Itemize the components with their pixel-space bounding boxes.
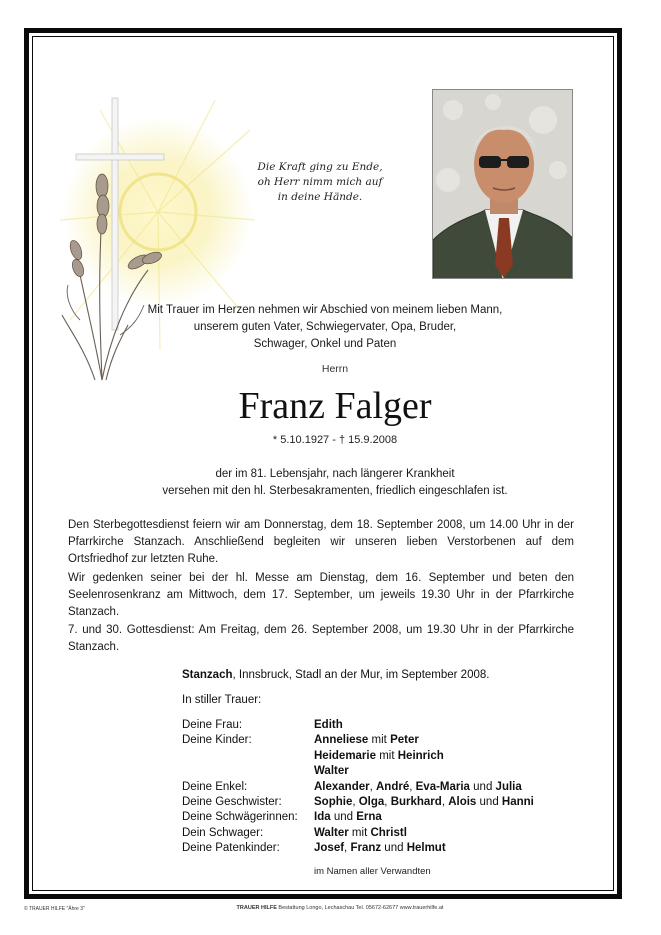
relative-label: Deine Frau:: [182, 719, 243, 731]
relative-connector: und: [469, 780, 496, 793]
mass-paragraph: Wir gedenken seiner bei der hl. Messe am Dienstag, dem 16. September und beten den Seelenrosenkranz am Mittwoch, dem 17. September, um jeweils 19.30 Uhr in der Pfarrkirche Stanzach.: [68, 572, 574, 618]
relative-label: Deine Kinder:: [182, 734, 252, 747]
relative-label: Deine Enkel:: [182, 780, 248, 793]
relative-names: [314, 841, 446, 856]
relative-connector: ,: [369, 780, 376, 793]
intro-line: Mit Trauer im Herzen nehmen wir Abschied von meinem lieben Mann,: [147, 304, 503, 316]
relative-row: [182, 841, 562, 856]
cause-text: [130, 466, 540, 500]
relative-name: Erna: [356, 811, 382, 824]
relative-label: Dein Schwager:: [182, 826, 264, 839]
relative-name: Eva-Maria: [415, 780, 470, 793]
company-details: Bestattung Longo, Lechaschau Tel. 05672-62677 www.trauerhilfe.at: [276, 905, 444, 911]
relative-name: Josef: [314, 842, 345, 855]
place-town: Stanzach: [182, 669, 233, 681]
intro-line: unserem guten Vater, Schwiegervater, Opa, Bruder,: [193, 321, 457, 333]
intro-line: Schwager, Onkel und Paten: [253, 338, 397, 350]
relative-name: Christl: [370, 826, 407, 839]
salutation: Herrn: [321, 363, 349, 375]
relatives-list: [182, 718, 562, 857]
relative-label: [182, 764, 314, 779]
relative-names: [314, 795, 534, 810]
relative-connector: mit: [348, 826, 371, 839]
relative-connector: und: [330, 811, 357, 824]
relative-name: Edith: [314, 719, 343, 731]
relative-name: Walter: [314, 826, 349, 839]
relative-row: [182, 810, 562, 825]
quote-line: Die Kraft ging zu Ende,: [257, 161, 383, 173]
quote-line: oh Herr nimm mich auf: [257, 176, 383, 188]
relative-connector: ,: [441, 795, 449, 808]
relative-name: André: [376, 780, 410, 793]
relative-connector: ,: [384, 795, 391, 808]
mourning-label: In stiller Trauer:: [182, 694, 262, 706]
relative-names: [314, 780, 522, 795]
relative-name: Peter: [390, 734, 419, 747]
relative-names: [314, 749, 444, 764]
cause-line: der im 81. Lebensjahr, nach längerer Krankheit: [215, 468, 455, 480]
life-dates: * 5.10.1927 - † 15.9.2008: [272, 434, 398, 446]
relative-name: Alois: [448, 795, 477, 808]
relative-name: Heidemarie: [314, 749, 377, 762]
portrait-photo: [432, 89, 573, 279]
relative-name: Alexander: [314, 780, 370, 793]
relative-row: [182, 780, 562, 795]
relative-name: Helmut: [406, 842, 446, 855]
relative-name: Olga: [358, 795, 385, 808]
intro-text: [110, 302, 540, 353]
relative-row: [182, 749, 562, 764]
relative-name: Walter: [314, 765, 349, 778]
cause-line: versehen mit den hl. Sterbesakramenten, friedlich eingeschlafen ist.: [162, 485, 508, 497]
relative-connector: mit: [368, 734, 391, 747]
quote: [240, 160, 400, 205]
place-rest: , Innsbruck, Stadl an der Mur, im September 2008.: [232, 669, 490, 681]
closing-line: im Namen aller Verwandten: [314, 866, 431, 877]
relative-names: [314, 718, 343, 733]
relative-label: Deine Geschwister:: [182, 795, 282, 808]
relative-names: [314, 810, 382, 825]
copyright-footer: © TRAUER HILFE "Ähre 3": [24, 906, 85, 912]
relative-row: [182, 733, 562, 748]
relative-names: [314, 733, 419, 748]
relative-connector: und: [476, 795, 502, 808]
portrait-image: [433, 90, 573, 279]
relative-label: [182, 749, 314, 764]
relative-names: [314, 826, 407, 841]
relative-row: [182, 718, 562, 733]
relative-name: Anneliese: [314, 734, 369, 747]
deceased-name: Franz Falger: [238, 385, 432, 427]
relative-name: Sophie: [314, 795, 353, 808]
relative-name: Hanni: [501, 795, 534, 808]
relative-name: Ida: [314, 811, 331, 824]
relative-name: Heinrich: [397, 749, 444, 762]
relative-names: [314, 764, 349, 779]
quote-line: in deine Hände.: [277, 191, 363, 203]
relative-name: Julia: [495, 780, 522, 793]
relative-label: Deine Patenkinder:: [182, 842, 280, 855]
relative-row: [182, 826, 562, 841]
relative-connector: ,: [352, 795, 359, 808]
relative-connector: mit: [376, 749, 398, 762]
relative-connector: ,: [409, 780, 416, 793]
company-name: TRAUER HILFE: [236, 905, 277, 911]
relative-connector: und: [381, 842, 407, 855]
company-footer: [210, 905, 470, 911]
services-paragraph: 7. und 30. Gottesdienst: Am Freitag, dem 26. September 2008, um 19.30 Uhr in der Pfarrkirche Stanzach.: [68, 624, 574, 653]
relative-name: Burkhard: [390, 795, 442, 808]
relative-connector: ,: [344, 842, 351, 855]
relative-label: Deine Schwägerinnen:: [182, 811, 298, 824]
funeral-paragraph: Den Sterbegottesdienst feiern wir am Donnerstag, dem 18. September 2008, um 14.00 Uhr in der Pfarrkirche Stanzach. Anschließend begleiten wir unseren lieben Verstorbenen auf dem Ortsfriedhof zur letzten Ruhe.: [68, 519, 574, 565]
relative-row: [182, 795, 562, 810]
relative-name: Franz: [350, 842, 382, 855]
place-date-line: [182, 669, 489, 681]
relative-row: [182, 764, 562, 779]
